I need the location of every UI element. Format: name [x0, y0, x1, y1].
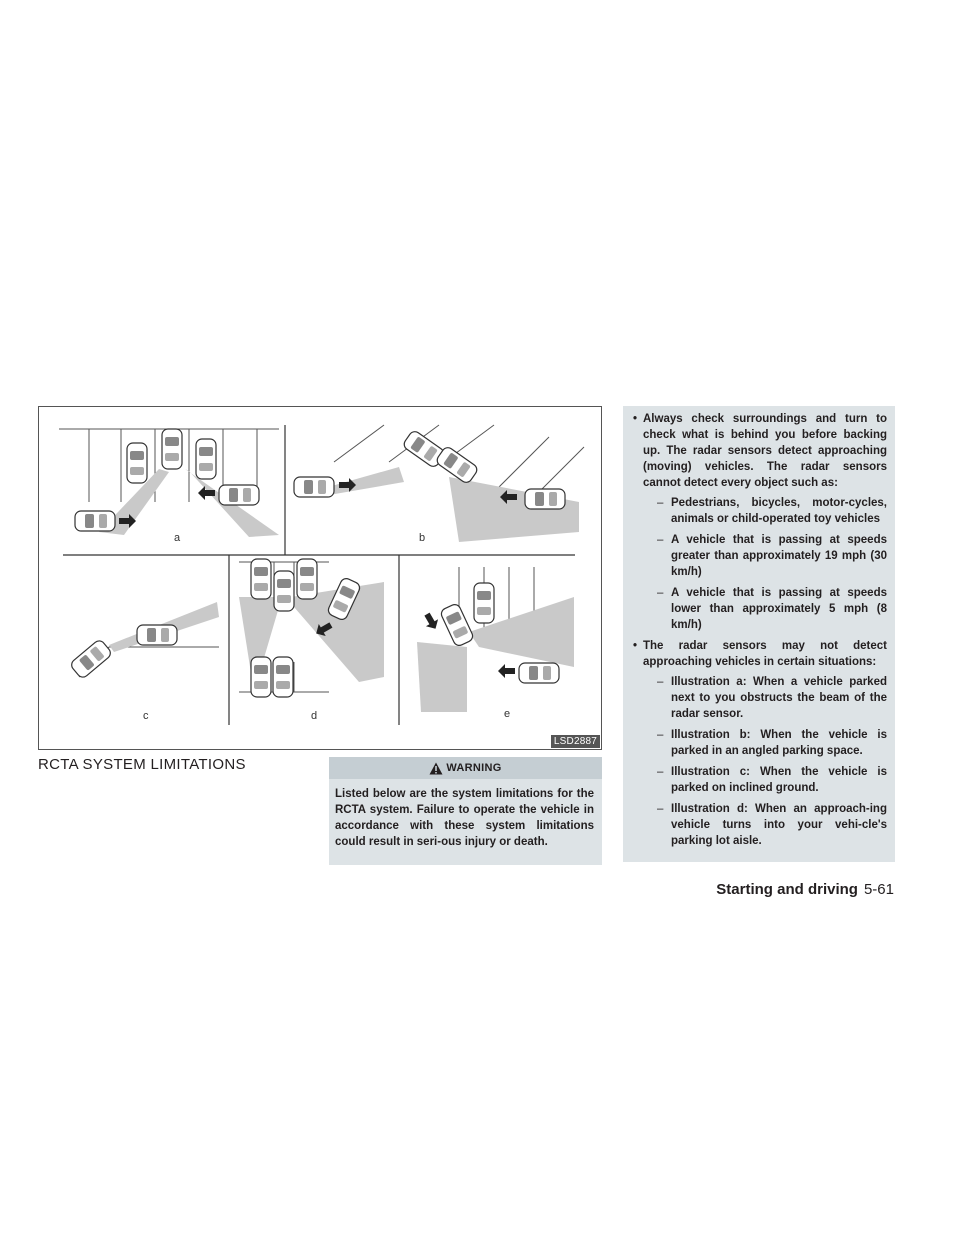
sub-item: – A vehicle that is passing at speeds greater than approximately 19 mph (30 km/h)	[657, 534, 887, 578]
warning-text: Listed below are the system limitations for the RCTA system. Failure to operate the vehicle in accordance with these system limitations could result in seri-ous injury or death.	[335, 788, 594, 848]
sub-item: – Pedestrians, bicycles, motor-cycles, animals or child-operated toy vehicles	[657, 497, 887, 525]
panel-label-c: c	[143, 710, 149, 722]
sub-text: Pedestrians, bicycles, motor-cycles, animals or child-operated toy vehicles	[671, 497, 887, 525]
figure-code: LSD2887	[551, 735, 600, 748]
bullet-mark: •	[633, 640, 638, 652]
sub-item: – Illustration a: When a vehicle parked next to you obstructs the beam of the radar sensor.	[657, 676, 887, 720]
sub-item: – Illustration c: When the vehicle is parked on inclined ground.	[657, 766, 887, 794]
bullet-mark: •	[633, 413, 638, 425]
section-heading: RCTA SYSTEM LIMITATIONS	[38, 756, 246, 773]
sub-text: A vehicle that is passing at speeds greater than approximately 19 mph (30 km/h)	[671, 534, 887, 578]
warning-header	[329, 757, 602, 779]
warning-icon	[429, 762, 443, 775]
page-number: 5-61	[863, 881, 894, 898]
sub-text: Illustration d: When an approach-ing vehicle turns into your vehi-cle's parking lot aisle.	[671, 803, 887, 847]
warning-box	[329, 757, 602, 865]
illustration-svg	[39, 407, 601, 749]
page-footer	[716, 881, 894, 898]
panel-label-b: b	[419, 532, 426, 544]
sub-item: – Illustration d: When an approach-ing vehicle turns into your vehi-cle's parking lot aisle.	[657, 803, 887, 847]
limitations-panel	[623, 406, 895, 862]
rcta-illustration	[38, 406, 602, 750]
bullet-item	[631, 411, 887, 633]
sub-text: A vehicle that is passing at speeds lower than approximately 5 mph (8 km/h)	[671, 587, 887, 631]
sub-text: Illustration c: When the vehicle is parked on inclined ground.	[671, 766, 887, 794]
bullet-text: Always check surroundings and turn to check what is behind you before backing up. The radar sensors detect approaching (moving) vehicles. The radar sensors cannot detect every object such as:	[643, 413, 887, 489]
warning-title: WARNING	[446, 762, 502, 774]
sub-text: Illustration b: When the vehicle is parked in an angled parking space.	[671, 729, 887, 757]
panel-label-d: d	[311, 710, 318, 722]
sub-item: – A vehicle that is passing at speeds lower than approximately 5 mph (8 km/h)	[657, 587, 887, 631]
panel-label-a: a	[174, 532, 181, 544]
footer-title: Starting and driving	[716, 881, 858, 898]
bullet-text: The radar sensors may not detect approaching vehicles in certain situations:	[643, 640, 887, 668]
sub-item: – Illustration b: When the vehicle is parked in an angled parking space.	[657, 729, 887, 757]
sub-text: Illustration a: When a vehicle parked next to you obstructs the beam of the radar sensor.	[671, 676, 887, 720]
panel-label-e: e	[504, 708, 511, 720]
bullet-item	[631, 638, 887, 849]
